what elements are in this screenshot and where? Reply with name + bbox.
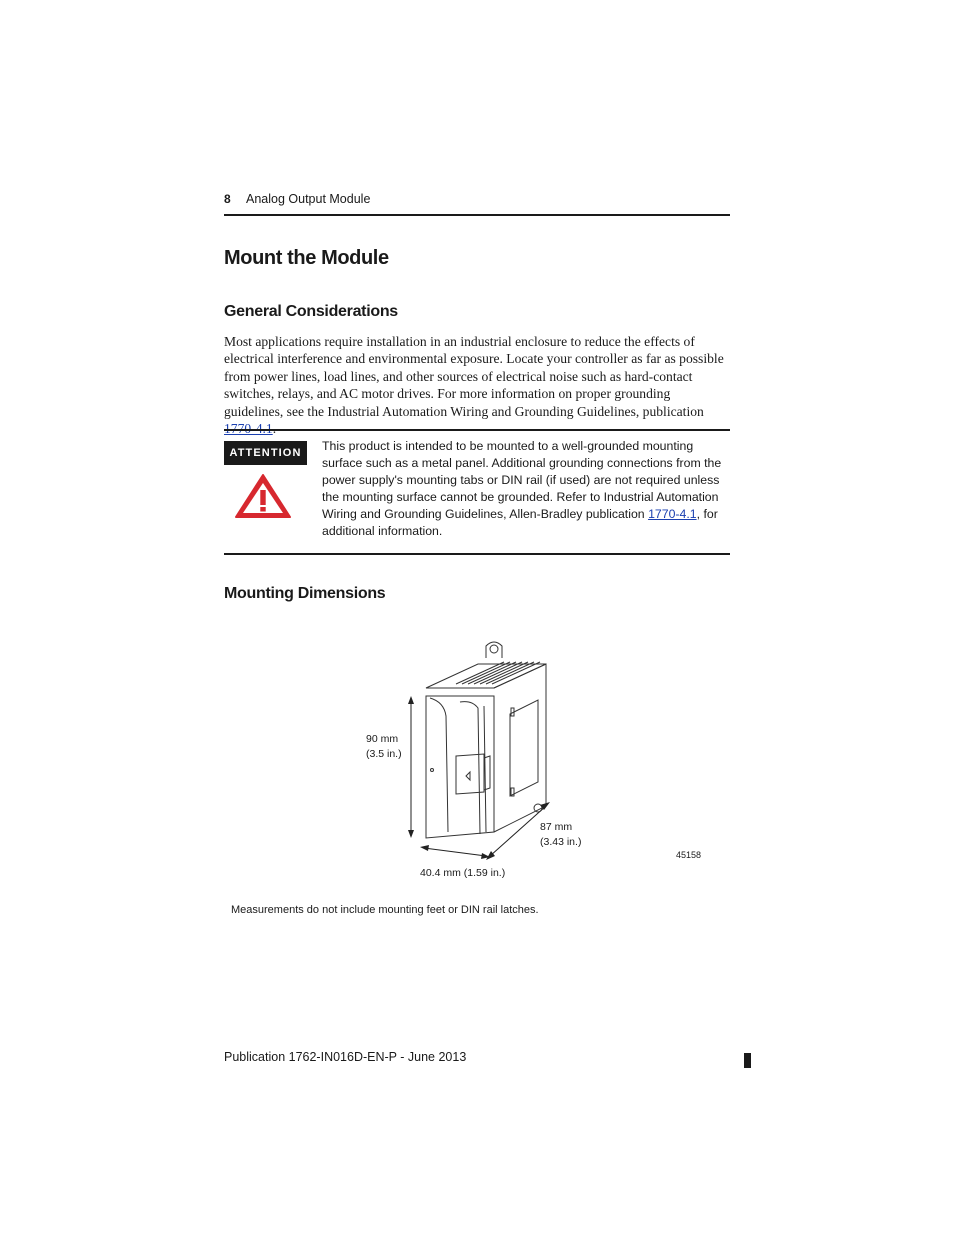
attention-publication-link[interactable]: 1770-4.1 <box>648 507 697 521</box>
height-label <box>366 732 402 761</box>
figure-id: 45158 <box>676 850 702 860</box>
depth-mm: 87 mm <box>540 821 573 833</box>
attention-badge: ATTENTION <box>224 441 307 465</box>
general-considerations-heading: General Considerations <box>224 303 398 320</box>
header-rule <box>224 214 730 216</box>
page-title: Mount the Module <box>224 247 389 269</box>
attention-top-rule <box>224 429 730 431</box>
width-label: 40.4 mm (1.59 in.) <box>420 867 506 879</box>
general-considerations-paragraph <box>224 333 730 437</box>
height-dimension-line <box>404 696 418 843</box>
depth-in: (3.43 in.) <box>540 835 582 848</box>
running-header: Analog Output Module <box>246 192 371 206</box>
warning-icon <box>234 473 292 524</box>
depth-label <box>540 820 581 849</box>
paragraph-text: Most applications require installation in an industrial enclosure to reduce the effects of electrical interference and environmental exposure. Locate your controller as far as possible from power lines, load lines, and other sources of electrical noise such as hard-contact switches, relays, and AC motor drives. For more information on proper grounding guidelines, see the Industrial Automation Wiring and Grounding Guidelines, publication <box>224 334 724 419</box>
page-number: 8 <box>224 192 231 206</box>
attention-text <box>322 438 732 540</box>
figure-caption: Measurements do not include mounting feet or DIN rail latches. <box>231 904 539 916</box>
attention-end: , for additional information. <box>322 507 718 538</box>
attention-body: This product is intended to be mounted to a well-grounded mounting surface such as a metal panel. Additional grounding connections from the power supply's mounting tabs or DIN rail (if used) are not required unless the mounting surface cannot be grounded. Refer to Industrial Automation Wiring and Grounding Guidelines, Allen-Bradley publication <box>322 439 722 521</box>
width-dimension-line <box>420 842 490 867</box>
height-mm: 90 mm <box>366 733 399 745</box>
attention-bottom-rule <box>224 553 730 555</box>
publication-footer: Publication 1762-IN016D-EN-P - June 2013 <box>224 1050 467 1064</box>
height-in: (3.5 in.) <box>366 747 402 760</box>
mounting-dimensions-heading: Mounting Dimensions <box>224 585 386 602</box>
page-edge-marker <box>744 1053 751 1068</box>
